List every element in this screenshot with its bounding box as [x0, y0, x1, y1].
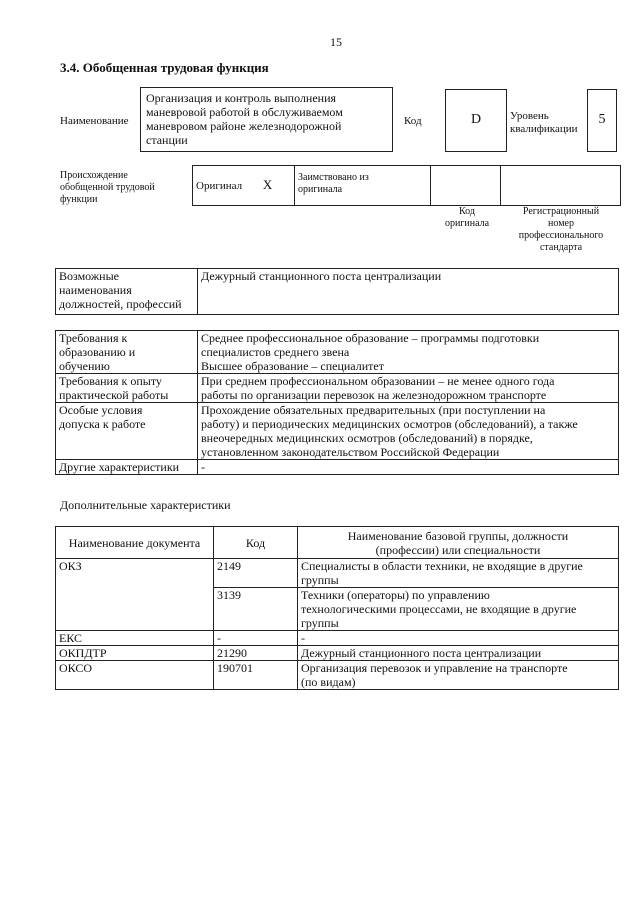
code-original-cell: [431, 166, 501, 206]
value-line: работы по организации перевозок на железнодорожном транспорте: [201, 388, 547, 402]
level-label-line: квалификации: [510, 123, 578, 135]
positions-table: [55, 268, 619, 315]
label-line: Возможные: [59, 269, 119, 283]
borrowed-label-line: оригинала: [298, 184, 343, 195]
requirements-label: [56, 460, 198, 475]
value-line: Среднее профессиональное образование – программы подготовки: [201, 331, 540, 345]
requirements-table: [55, 330, 619, 475]
requirements-value: [198, 460, 619, 475]
value-line: установленном законодательством Российской Федерации: [201, 445, 500, 459]
header-name: [298, 527, 619, 559]
name-line: (по видам): [301, 675, 356, 689]
doc-cell: ОКСО: [56, 661, 214, 690]
value-line: внеочередных медицинских осмотров (обследований) в порядке,: [201, 431, 533, 445]
name-cell: [298, 646, 619, 661]
positions-value: Дежурный станционного поста централизации: [198, 269, 619, 315]
name-line: Специалисты в области техники, не входящие в другие: [301, 559, 583, 573]
table-row: [56, 661, 619, 690]
function-name-line: Организация и контроль выполнения: [146, 91, 337, 105]
additional-table: [55, 526, 619, 690]
requirements-row: [56, 374, 619, 403]
requirements-label: [56, 374, 198, 403]
original-mark: X: [262, 177, 273, 192]
caption-line: Код: [459, 206, 475, 217]
origin-label-line: Происхождение: [60, 170, 128, 181]
code-value: D: [470, 112, 482, 127]
doc-cell: ОКЗ: [56, 559, 214, 588]
value-line: -: [201, 460, 205, 474]
origin-label: [60, 170, 155, 206]
function-name-box: [140, 87, 393, 152]
name-cell: [298, 559, 619, 588]
value-line: специалистов среднего звена: [201, 345, 350, 359]
reg-number-caption: [502, 206, 620, 254]
positions-label: [56, 269, 198, 315]
original-label: Оригинал: [196, 180, 243, 192]
level-label: [510, 110, 577, 136]
name-cell: [298, 661, 619, 690]
original-cell: [193, 166, 295, 206]
function-name-line: станции: [146, 133, 188, 147]
caption-line: профессионального: [518, 230, 604, 241]
label-line: Требования к: [59, 331, 128, 345]
requirements-label: [56, 403, 198, 460]
name-line: группы: [301, 573, 339, 587]
value-line: При среднем профессиональном образовании – не менее одного года: [201, 374, 555, 388]
caption-line: номер: [548, 218, 574, 229]
caption-line: оригинала: [444, 218, 490, 229]
requirements-row: [56, 403, 619, 460]
name-line: Организация перевозок и управление на транспорте: [301, 661, 568, 675]
label-line: обучению: [59, 359, 110, 373]
value-line: работу) и периодических медицинских осмотров (обследований), а также: [201, 417, 578, 431]
name-line: Дежурный станционного поста централизации: [301, 646, 542, 660]
value-line: Прохождение обязательных предварительных (при поступлении на: [201, 403, 546, 417]
function-name-line: маневровой работой в обслуживаемом: [146, 105, 343, 119]
doc-cell: [56, 588, 214, 631]
label-line: должностей, профессий: [59, 297, 182, 311]
requirements-value: [198, 374, 619, 403]
header-doc: Наименование документа: [56, 527, 214, 559]
name-label: Наименование: [60, 115, 129, 127]
page-number: 15: [330, 35, 342, 49]
origin-table: [192, 165, 621, 206]
level-label-line: Уровень: [510, 110, 549, 122]
label-line: Другие характеристики: [59, 460, 180, 474]
header-code: Код: [214, 527, 298, 559]
level-value-box: [587, 89, 617, 152]
section-title: 3.4. Обобщенная трудовая функция: [60, 60, 269, 75]
code-original-caption: [432, 206, 502, 230]
code-cell: 21290: [214, 646, 298, 661]
borrowed-cell: [295, 166, 431, 206]
name-line: -: [301, 631, 305, 645]
code-label: Код: [404, 115, 422, 127]
borrowed-label-line: Заимствовано из: [298, 172, 369, 183]
name-line: Техники (операторы) по управлению: [301, 588, 490, 602]
name-line: группы: [301, 616, 339, 630]
code-cell: 190701: [214, 661, 298, 690]
code-cell: 3139: [214, 588, 298, 631]
code-cell: 2149: [214, 559, 298, 588]
requirements-value: [198, 403, 619, 460]
origin-label-line: функции: [60, 194, 98, 205]
label-line: допуска к работе: [59, 417, 146, 431]
doc-cell: ЕКС: [56, 631, 214, 646]
caption-line: стандарта: [539, 242, 583, 253]
code-cell: -: [214, 631, 298, 646]
name-line: технологическими процессами, не входящие в другие: [301, 602, 577, 616]
level-value: 5: [598, 112, 606, 127]
label-line: образованию и: [59, 345, 136, 359]
label-line: практической работы: [59, 388, 169, 402]
table-row: [56, 631, 619, 646]
table-row: [56, 559, 619, 588]
table-row: [56, 646, 619, 661]
table-row: [56, 588, 619, 631]
name-cell: [298, 588, 619, 631]
origin-label-line: обобщенной трудовой: [60, 182, 155, 193]
requirements-label: [56, 331, 198, 374]
caption-line: Регистрационный: [522, 206, 600, 217]
value-line: Высшее образование – специалитет: [201, 359, 384, 373]
name-cell: [298, 631, 619, 646]
label-line: Требования к опыту: [59, 374, 162, 388]
header-line: Наименование базовой группы, должности: [347, 529, 569, 543]
doc-cell: ОКПДТР: [56, 646, 214, 661]
reg-number-cell: [501, 166, 621, 206]
additional-title: Дополнительные характеристики: [60, 498, 231, 512]
label-line: наименования: [59, 283, 132, 297]
requirements-value: [198, 331, 619, 374]
requirements-row: [56, 331, 619, 374]
code-value-box: [445, 89, 507, 152]
additional-header-row: [56, 527, 619, 559]
requirements-row: [56, 460, 619, 475]
function-name-line: маневровом районе железнодорожной: [146, 119, 342, 133]
label-line: Особые условия: [59, 403, 143, 417]
header-line: (профессии) или специальности: [375, 543, 541, 557]
